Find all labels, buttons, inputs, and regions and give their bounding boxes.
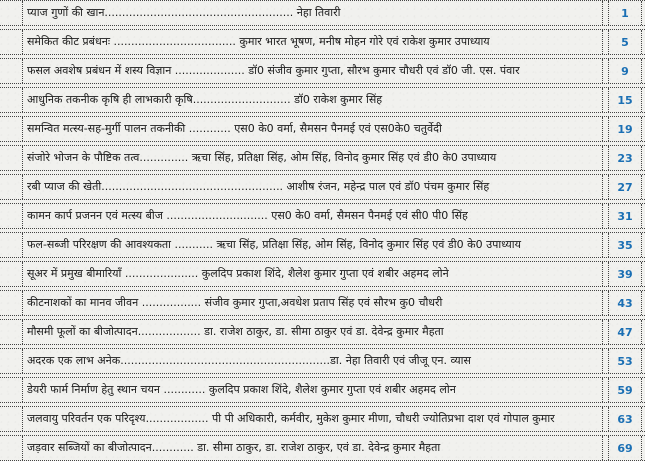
toc-page-number[interactable]: 19 (617, 123, 633, 136)
toc-row (0, 290, 645, 316)
toc-row (0, 87, 645, 113)
toc-row (0, 319, 645, 345)
toc-entry-title[interactable]: सूअर में प्रमुख बीमारियाँ ..................... कुलदिप प्रकाश शिंदे, शैलेश कुमार गुप्ता एवं शबीर अहमद लोने (27, 267, 449, 280)
toc-entry-title[interactable]: फल-सब्जी परिरक्षण की आवश्यकता ........... ऋचा सिंह, प्रतिक्षा सिंह, ओम सिंह, विनोद कुमार सिंह एवं डी0 के0 उपाध्याय (27, 238, 521, 251)
toc-row (0, 232, 645, 258)
toc-row (0, 116, 645, 142)
toc-entry-title[interactable]: डेयरी फार्म निर्माण हेतु स्थान चयन ............ कुलदिप प्रकाश शिंदे, शैलेश कुमार गुप्ता एवं शबीर अहमद लोन (27, 383, 456, 396)
toc-row (0, 58, 645, 84)
toc-row (0, 0, 645, 26)
toc-row (0, 261, 645, 287)
toc-entry-title[interactable]: समन्वित मत्स्य-सह-मुर्गी पालन तकनीकी ............ एस0 के0 वर्मा, सैमसन पैनमई एवं एस0के0 चतुर्वेदी (27, 122, 442, 135)
toc-row (0, 435, 645, 461)
toc-entry-title[interactable]: फसल अवशेष प्रबंधन में शस्य विज्ञान .................... डॉ0 संजीव कुमार गुप्ता, सौरभ कुमार चौधरी एवं डॉ0 जी. एस. पंवार (27, 64, 520, 77)
toc-page-number[interactable]: 31 (617, 210, 633, 223)
toc-page-number[interactable]: 43 (617, 297, 633, 310)
toc-page-number[interactable]: 9 (621, 65, 629, 78)
toc-page-number[interactable]: 53 (617, 355, 633, 368)
toc-page-number[interactable]: 35 (617, 239, 633, 252)
toc-entry-title[interactable]: जड़वार सब्जियों का बीजोत्पादन............ डा. सीमा ठाकुर, डा. राजेश ठाकुर, एवं डा. देवेन्द्र कुमार मैहता (27, 441, 441, 454)
toc-entry-title[interactable]: कीटनाशकों का मानव जीवन ................. संजीव कुमार गुप्ता,अवधेश प्रताप सिंह एवं सौरभ कु0 चौधरी (27, 296, 443, 309)
toc-row (0, 29, 645, 55)
toc-page-number[interactable]: 59 (617, 384, 633, 397)
toc-page-number[interactable]: 27 (617, 181, 633, 194)
toc-entry-title[interactable]: जलवायु परिवर्तन एक परिदृश्य.................. पी पी अधिकारी, कर्मवीर, मुकेश कुमार मीणा, चौधरी ज्योतिप्रभा दाश एवं गोपाल कुमार (27, 412, 555, 425)
toc-row (0, 145, 645, 171)
toc-row (0, 406, 645, 432)
toc-page-number[interactable]: 1 (621, 7, 629, 20)
toc-page-number[interactable]: 47 (617, 326, 633, 339)
toc-entry-title[interactable]: कामन कार्प प्रजनन एवं मत्स्य बीज ............................. एस0 के0 वर्मा, सैमसन पैनमई एवं सी0 पी0 सिंह (27, 209, 468, 222)
toc-page-number[interactable]: 63 (617, 413, 633, 426)
toc-page-number[interactable]: 15 (617, 94, 633, 107)
toc-entry-title[interactable]: संजोरे भोजन के पौष्टिक तत्व.............. ऋचा सिंह, प्रतिक्षा सिंह, ओम सिंह, विनोद कुमार सिंह एवं डी0 के0 उपाध्याय (27, 151, 497, 164)
toc-page-number[interactable]: 69 (617, 442, 633, 455)
toc-entry-title[interactable]: मौसमी फूलों का बीजोत्पादन.................. डा. राजेश ठाकुर, डा. सीमा ठाकुर एवं डा. देवेन्द्र कुमार मैहता (27, 325, 444, 338)
toc-entry-title[interactable]: रबी प्याज की खेती.................................................... आशीष रंजन, महेन्द्र पाल एवं डॉ0 पंचम कुमार सिंह (27, 180, 490, 193)
toc-entry-title[interactable]: समेकित कीट प्रबंधनः ................................... कुमार भारत भूषण, मनीष मोहन गोरे एवं राकेश कुमार उपाध्याय (27, 35, 490, 48)
toc-page-number[interactable]: 39 (617, 268, 633, 281)
toc-row (0, 377, 645, 403)
toc-entry-title[interactable]: प्याज गुणों की खान...................................................... नेहा तिवारी (27, 6, 341, 19)
toc-entry-title[interactable]: आधुनिक तकनीक कृषि ही लाभकारी कृषि............................ डॉ0 राकेश कुमार सिंह (27, 93, 383, 106)
toc-row (0, 203, 645, 229)
toc-entry-title[interactable]: अदरक एक लाभ अनेक............................................................डा. नेहा तिवारी एवं जीजू एन. व्यास (27, 354, 471, 367)
toc-page-number[interactable]: 23 (617, 152, 633, 165)
toc-row (0, 348, 645, 374)
toc-page-number[interactable]: 5 (621, 36, 629, 49)
toc-row (0, 174, 645, 200)
